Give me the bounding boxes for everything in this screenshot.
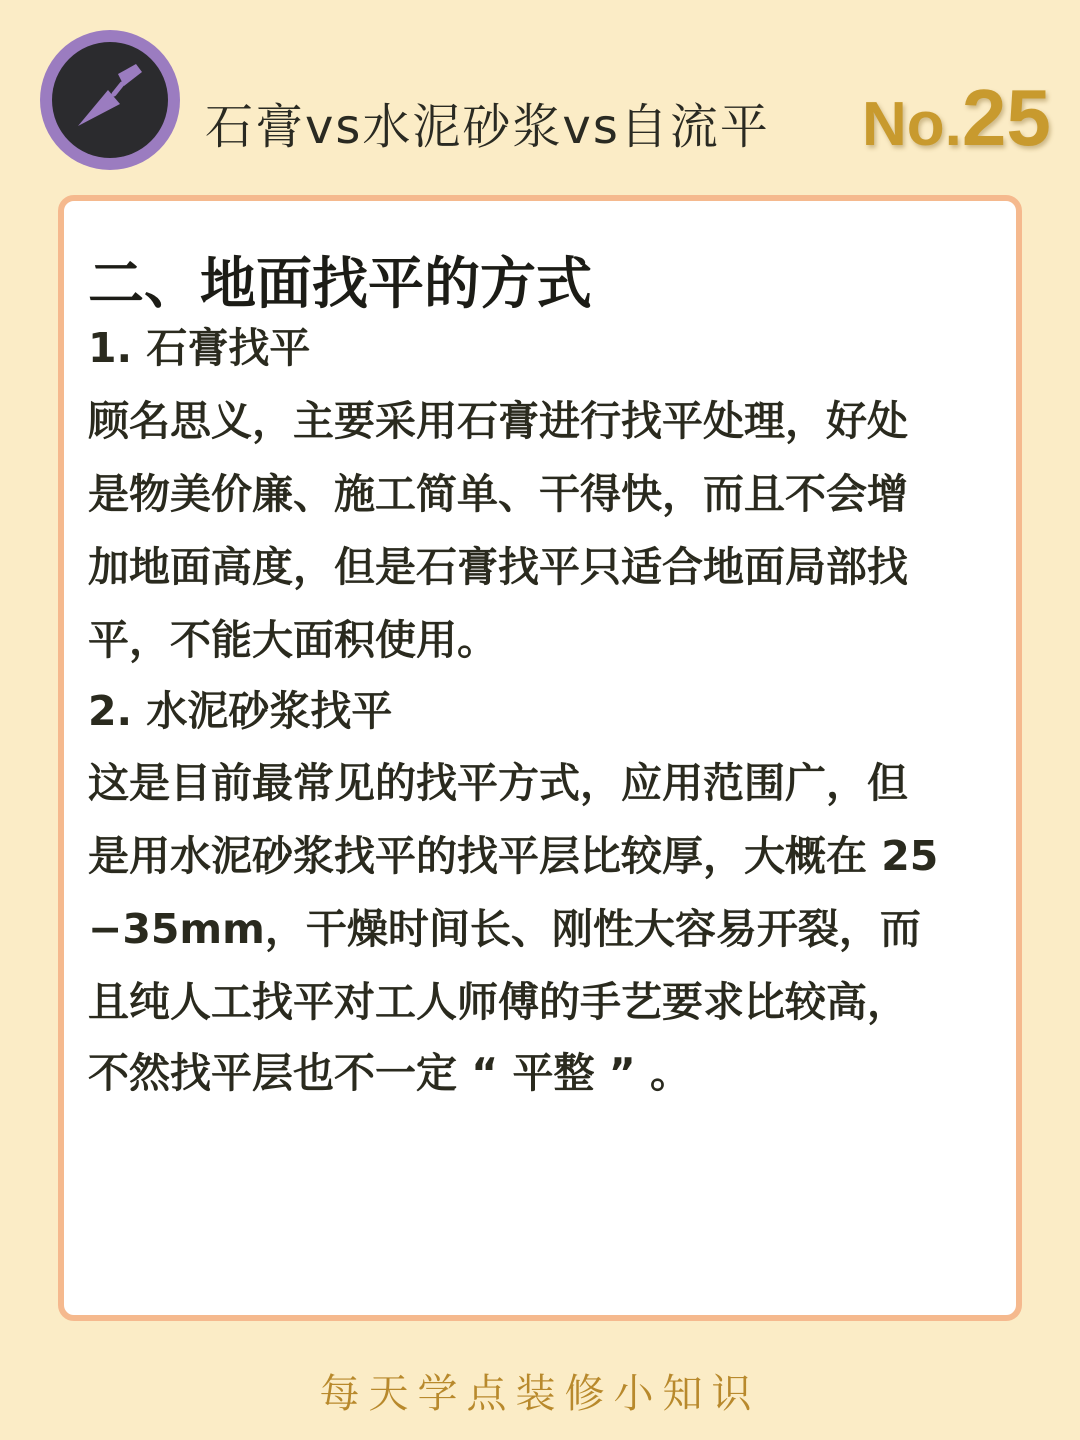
subheading-gypsum: 1. 石膏找平 xyxy=(88,324,311,372)
paragraph-line: 不然找平层也不一定 “ 平整 ” 。 xyxy=(88,1049,691,1097)
paragraph-line: −35mm，干燥时间长、刚性大容易开裂，而 xyxy=(88,905,921,953)
issue-prefix: No. xyxy=(862,90,962,159)
footer-tagline: 每天学点装修小知识 xyxy=(319,1371,761,1417)
issue-number xyxy=(862,72,1051,164)
subheading-cement-mortar: 2. 水泥砂浆找平 xyxy=(88,687,393,735)
paragraph-line: 是物美价廉、施工简单、干得快，而且不会增 xyxy=(88,470,908,518)
paragraph-line: 加地面高度，但是石膏找平只适合地面局部找 xyxy=(88,543,908,591)
section-heading: 二、地面找平的方式 xyxy=(88,252,592,317)
logo-badge xyxy=(40,30,180,170)
paragraph-line: 是用水泥砂浆找平的找平层比较厚，大概在 25 xyxy=(88,832,939,880)
paragraph-line: 这是目前最常见的找平方式，应用范围广，但 xyxy=(88,759,908,807)
paragraph-line: 平，不能大面积使用。 xyxy=(88,616,498,664)
paragraph-line: 且纯人工找平对工人师傅的手艺要求比较高， xyxy=(88,978,908,1026)
trowel-icon xyxy=(52,42,168,158)
paragraph-line: 顾名思义，主要采用石膏进行找平处理，好处 xyxy=(88,397,908,445)
page-title: 石膏vs水泥砂浆vs自流平 xyxy=(205,99,770,155)
issue-value: 25 xyxy=(961,73,1051,162)
